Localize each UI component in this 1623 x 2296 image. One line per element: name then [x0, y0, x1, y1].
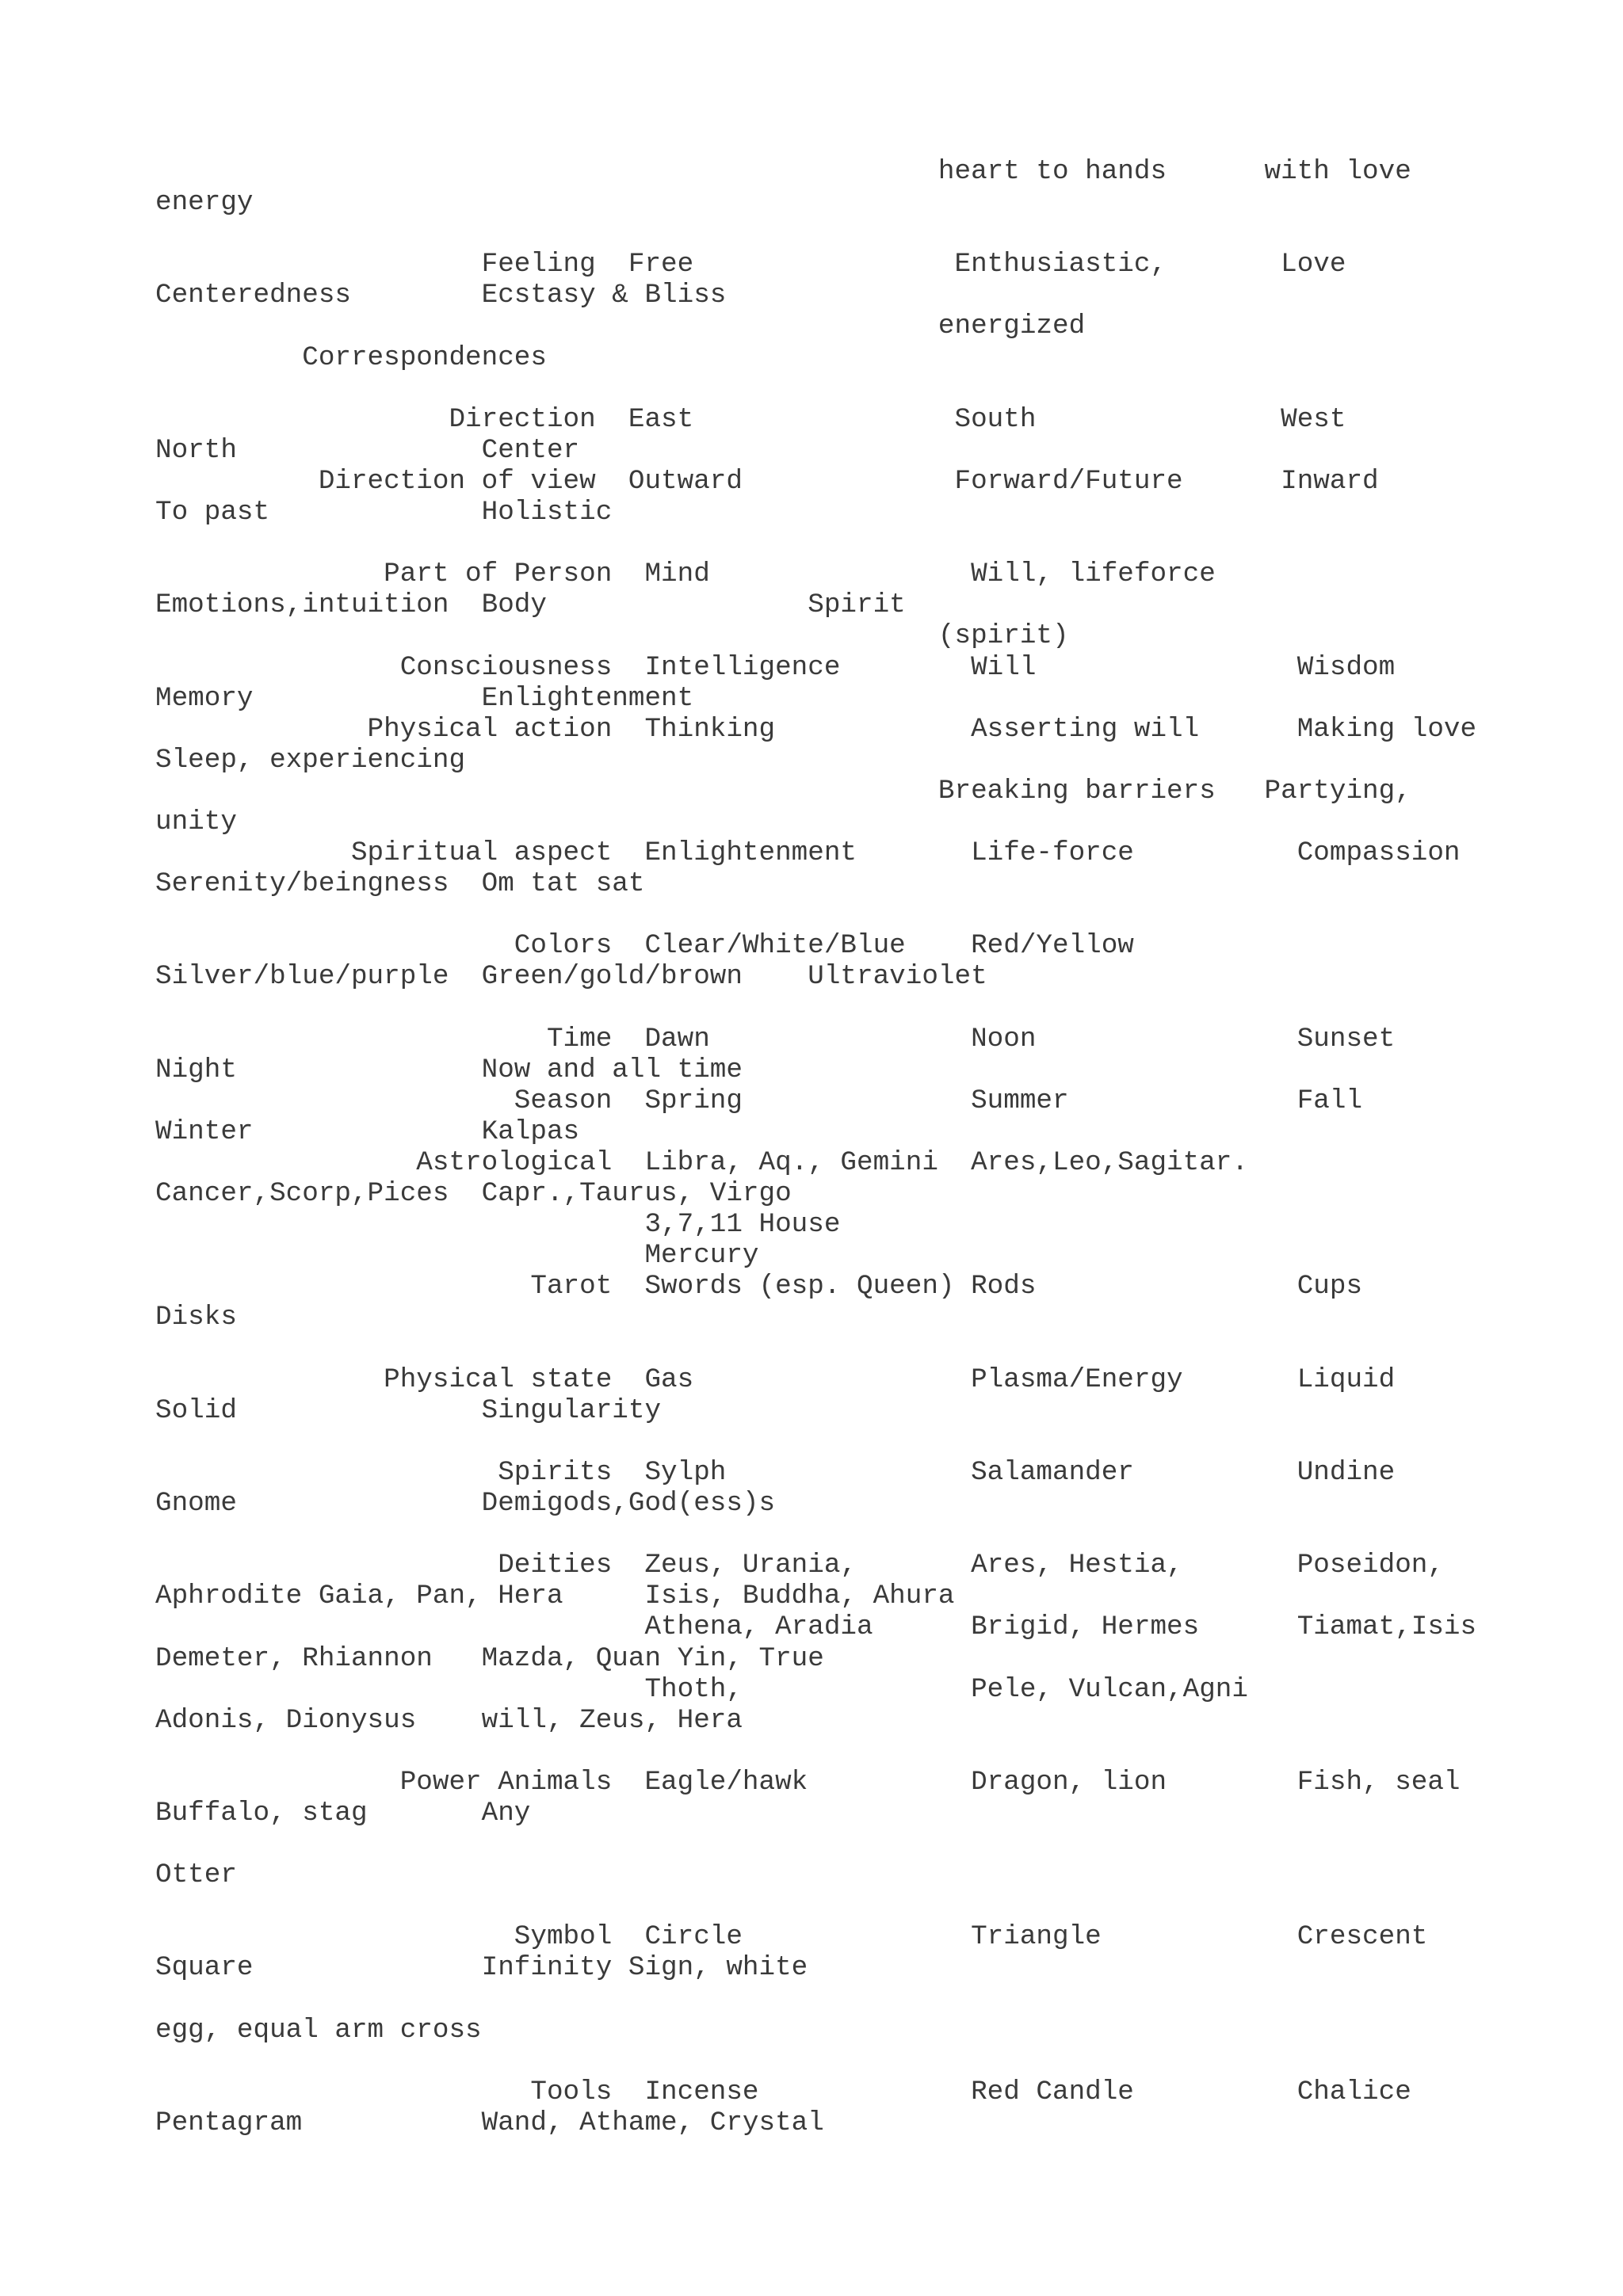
- text-line: heart to hands with love: [155, 156, 1411, 187]
- text-line: energized: [155, 311, 1086, 342]
- text-line: Power Animals Eagle/hawk Dragon, lion Fish, seal: [155, 1766, 1461, 1798]
- text-line: Time Dawn Noon Sunset: [155, 1023, 1396, 1055]
- text-line: [155, 899, 1582, 930]
- text-line: Consciousness Intelligence Will Wisdom: [155, 651, 1396, 683]
- text-line: [155, 2046, 1582, 2077]
- text-line: Astrological Libra, Aq., Gemini Ares,Leo,Sagitar.: [155, 1147, 1248, 1178]
- text-line: Physical action Thinking Asserting will Making love: [155, 713, 1477, 745]
- text-line: [155, 1829, 1582, 1859]
- text-line: Winter Kalpas: [155, 1116, 580, 1147]
- text-line: Centeredness Ecstasy & Bliss: [155, 280, 727, 311]
- text-line: North Center: [155, 434, 580, 466]
- text-line: Thoth, Pele, Vulcan,Agni: [155, 1673, 1248, 1705]
- text-line: Mercury: [155, 1240, 759, 1272]
- text-line: Night Now and all time: [155, 1054, 743, 1085]
- text-line: Feeling Free Enthusiastic, Love: [155, 249, 1346, 280]
- text-line: [155, 528, 1582, 559]
- text-line: Season Spring Summer Fall: [155, 1085, 1363, 1116]
- text-line: Athena, Aradia Brigid, Hermes Tiamat,Isis: [155, 1611, 1477, 1643]
- text-line: Deities Zeus, Urania, Ares, Hestia, Poseidon,: [155, 1550, 1444, 1581]
- text-line: unity: [155, 806, 237, 837]
- text-line: Spiritual aspect Enlightenment Life-force Compassion: [155, 837, 1461, 869]
- text-line: Emotions,intuition Body Spirit: [155, 589, 906, 621]
- text-line: Physical state Gas Plasma/Energy Liquid: [155, 1363, 1396, 1395]
- text-line: Tarot Swords (esp. Queen) Rods Cups: [155, 1271, 1363, 1302]
- text-line: [155, 1426, 1582, 1457]
- text-line: [155, 218, 1582, 249]
- text-line: [155, 1519, 1582, 1550]
- text-line: egg, equal arm cross: [155, 2014, 482, 2046]
- text-line: [155, 993, 1582, 1024]
- text-line: Memory Enlightenment: [155, 682, 694, 714]
- text-line: energy: [155, 187, 254, 219]
- text-line: Buffalo, stag Any: [155, 1797, 531, 1829]
- text-line: [155, 373, 1582, 404]
- text-line: Square Infinity Sign, white: [155, 1952, 808, 1984]
- text-line: Direction East South West: [155, 403, 1346, 435]
- text-line: (spirit): [155, 620, 1069, 652]
- document-body: [155, 156, 1582, 2138]
- text-line: Sleep, experiencing: [155, 744, 466, 776]
- text-line: Demeter, Rhiannon Mazda, Quan Yin, True: [155, 1642, 824, 1674]
- text-line: Correspondences: [155, 341, 547, 373]
- text-line: Serenity/beingness Om tat sat: [155, 868, 645, 900]
- text-line: Pentagram Wand, Athame, Crystal: [155, 2107, 824, 2138]
- text-line: Gnome Demigods,God(ess)s: [155, 1488, 776, 1520]
- text-line: [155, 1333, 1582, 1364]
- text-line: [155, 1984, 1582, 2015]
- text-line: 3,7,11 House: [155, 1209, 841, 1241]
- text-line: Cancer,Scorp,Pices Capr.,Taurus, Virgo: [155, 1178, 792, 1210]
- text-line: [155, 1890, 1582, 1921]
- text-line: Tools Incense Red Candle Chalice: [155, 2076, 1411, 2107]
- text-line: [155, 1736, 1582, 1767]
- text-line: Adonis, Dionysus will, Zeus, Hera: [155, 1704, 743, 1736]
- text-line: Colors Clear/White/Blue Red/Yellow: [155, 930, 1134, 962]
- text-line: Breaking barriers Partying,: [155, 775, 1411, 807]
- text-line: Otter: [155, 1859, 237, 1891]
- text-line: Aphrodite Gaia, Pan, Hera Isis, Buddha, Ahura: [155, 1581, 955, 1612]
- text-line: Symbol Circle Triangle Crescent: [155, 1921, 1428, 1953]
- text-line: Solid Singularity: [155, 1394, 662, 1426]
- text-line: Silver/blue/purple Green/gold/brown Ultraviolet: [155, 961, 987, 993]
- text-line: To past Holistic: [155, 497, 613, 528]
- text-line: Direction of view Outward Forward/Future Inward: [155, 465, 1379, 497]
- text-line: Spirits Sylph Salamander Undine: [155, 1456, 1396, 1488]
- text-line: Disks: [155, 1302, 237, 1333]
- text-line: Part of Person Mind Will, lifeforce: [155, 559, 1216, 590]
